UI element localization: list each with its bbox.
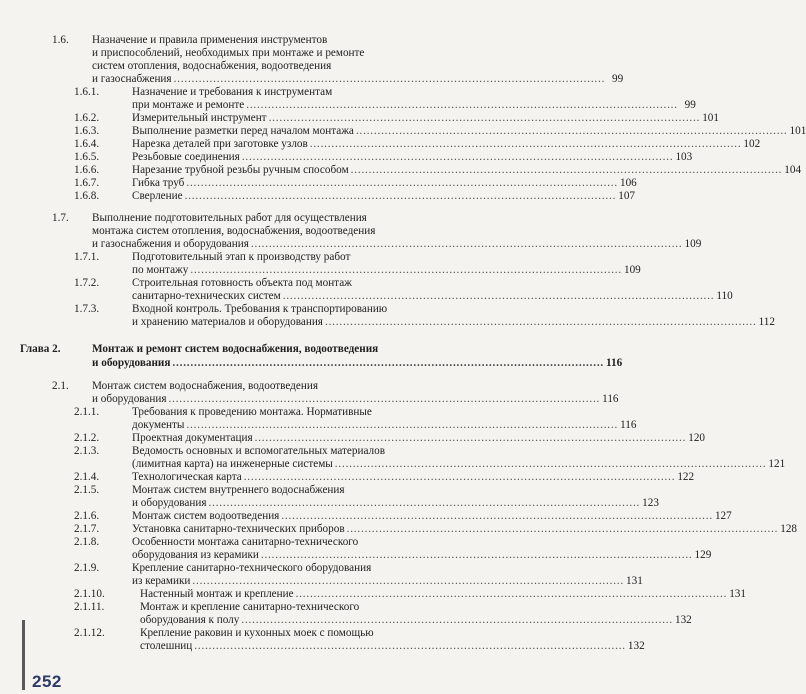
toc-line xyxy=(92,357,623,370)
toc-page-number: 131 xyxy=(729,588,746,600)
leader-dots: ........................................................................................................................ xyxy=(173,73,606,85)
toc-entry-title: Нарезание трубной резьбы ручным способом xyxy=(132,164,349,176)
toc-line xyxy=(74,536,359,549)
toc-entry-number: 2.1. xyxy=(52,380,69,392)
leader-dots: ........................................................................................................................ xyxy=(246,99,678,111)
page-number: 252 xyxy=(32,672,62,691)
toc-entry-title: Строительная готовность объекта под монтаж xyxy=(132,277,352,289)
toc-entry-title: документы xyxy=(132,419,185,431)
toc-page-number: 123 xyxy=(642,497,659,509)
toc-entry-number: 2.1.12. xyxy=(74,627,105,639)
toc-line xyxy=(74,484,345,497)
toc-line xyxy=(74,251,351,264)
toc-entry-number: 1.6.1. xyxy=(74,86,100,98)
toc-entry-number: 1.6.7. xyxy=(74,177,100,189)
toc-entry-title: и хранению материалов и оборудования xyxy=(132,316,323,328)
leader-dots: ........................................................................................................................ xyxy=(260,549,693,561)
toc-entry-title: Монтаж систем внутреннего водоснабжения xyxy=(132,484,345,496)
toc-line xyxy=(74,112,719,125)
toc-entry-number: 1.7. xyxy=(52,212,69,224)
toc-line xyxy=(92,47,364,60)
toc-line xyxy=(132,99,696,112)
toc-entry-title: систем отопления, водоснабжения, водоотведения xyxy=(92,60,332,72)
toc-page-number: 127 xyxy=(714,510,732,522)
toc-page-number: 116 xyxy=(606,357,623,369)
toc-entry-title: и оборудования xyxy=(92,357,171,369)
toc-line xyxy=(132,575,643,588)
leader-dots: ........................................................................................................................ xyxy=(346,523,779,535)
toc-entry-title: по монтажу xyxy=(132,264,189,276)
toc-entry-title: Назначение и правила применения инструментов xyxy=(92,34,328,46)
toc-line xyxy=(132,290,733,303)
toc-entry-title: Настенный монтаж и крепление xyxy=(140,588,294,600)
toc-entry-title: монтажа систем отопления, водоснабжения, водоотведения xyxy=(92,225,376,237)
toc-entry-number: 1.7.3. xyxy=(74,303,100,315)
toc-entry-title: Проектная документация xyxy=(132,432,253,444)
toc-entry-number: 1.6.5. xyxy=(74,151,100,163)
toc-entry-title: Подготовительный этап к производству работ xyxy=(132,251,351,263)
toc-entry-number: 2.1.11. xyxy=(74,601,105,613)
toc-entry-number: 1.6.6. xyxy=(74,164,100,176)
toc-entry-number: 2.1.8. xyxy=(74,536,100,548)
toc-entry-title: Монтаж систем водоотведения xyxy=(132,510,280,522)
toc-entry-number: 2.1.3. xyxy=(74,445,100,457)
toc-entry-number: 1.7.2. xyxy=(74,277,100,289)
toc-entry-title: Технологическая карта xyxy=(132,471,242,483)
toc-entry-title: оборудования к полу xyxy=(140,614,240,626)
toc-entry-number: 1.7.1. xyxy=(74,251,100,263)
toc-entry-title: и оборудования xyxy=(92,393,167,405)
toc-line xyxy=(74,303,388,316)
toc-line xyxy=(132,419,637,432)
leader-dots: ........................................................................................................................ xyxy=(254,432,687,444)
toc-line xyxy=(74,523,798,536)
toc-entry-number: 2.1.1. xyxy=(74,406,100,418)
toc-line xyxy=(52,34,328,47)
toc-page-number: 122 xyxy=(677,471,695,483)
toc-line xyxy=(74,562,372,575)
toc-entry-title: оборудования из керамики xyxy=(132,549,259,561)
toc-entry-number: 2.1.6. xyxy=(74,510,100,522)
toc-entry-number: 1.6. xyxy=(52,34,69,46)
leader-dots: ........................................................................................................................ xyxy=(355,125,788,137)
toc-line xyxy=(74,151,693,164)
toc-line xyxy=(92,393,619,406)
toc-entry-number: 1.6.2. xyxy=(74,112,100,124)
toc-page-number: 112 xyxy=(758,316,775,328)
toc-line xyxy=(74,601,360,614)
toc-page-number: 132 xyxy=(627,640,645,652)
toc-entry-title: санитарно-технических систем xyxy=(132,290,281,302)
toc-entry-title: (лимитная карта) на инженерные системы xyxy=(132,458,333,470)
leader-dots: ........................................................................................................................ xyxy=(208,497,641,509)
leader-dots: ........................................................................................................................ xyxy=(281,510,713,522)
toc-line xyxy=(52,212,367,225)
toc-page-number: 121 xyxy=(768,458,786,470)
toc-page-number: 129 xyxy=(694,549,712,561)
toc-page-number: 116 xyxy=(602,393,619,405)
toc-line xyxy=(74,471,695,484)
leader-dots: ........................................................................................................................ xyxy=(350,164,783,176)
leader-dots: ........................................................................................................................ xyxy=(309,138,742,150)
toc-page-number: 104 xyxy=(784,164,802,176)
toc-line xyxy=(74,86,333,99)
toc-entry-title: и газоснабжения xyxy=(92,73,172,85)
toc-line xyxy=(74,190,635,203)
toc-page-number: 120 xyxy=(688,432,705,444)
toc-page-number: 106 xyxy=(619,177,637,189)
toc-line xyxy=(74,125,806,138)
toc-entry-title: и газоснабжения и оборудования xyxy=(92,238,249,250)
toc-entry-title: Особенности монтажа санитарно-технического xyxy=(132,536,359,548)
leader-dots: ........................................................................................................................ xyxy=(184,190,617,202)
toc-page-number: 107 xyxy=(618,190,635,202)
toc-entry-number: 2.1.5. xyxy=(74,484,100,496)
toc-entry-number: 1.6.4. xyxy=(74,138,100,150)
toc-page-number: 99 xyxy=(684,99,696,111)
toc-entry-title: Монтаж и ремонт систем водоснабжения, водоотведения xyxy=(92,343,379,355)
toc-entry-title: Монтаж систем водоснабжения, водоотведения xyxy=(92,380,318,392)
toc-entry-title: Выполнение подготовительных работ для осуществления xyxy=(92,212,367,224)
toc-entry-number: 2.1.10. xyxy=(74,588,105,600)
toc-page-number: 128 xyxy=(780,523,798,535)
toc-entry-title: при монтаже и ремонте xyxy=(132,99,245,111)
toc-line xyxy=(20,343,379,356)
toc-page-number: 116 xyxy=(620,419,637,431)
toc-line xyxy=(140,614,692,627)
leader-dots: ........................................................................................................................ xyxy=(250,238,683,250)
toc-entry-title: Установка санитарно-технических приборов xyxy=(132,523,345,535)
toc-entry-title: Резьбовые соединения xyxy=(132,151,240,163)
toc-entry-title: Крепление санитарно-технического оборудования xyxy=(132,562,372,574)
page-edge-bar xyxy=(22,620,25,690)
toc-line xyxy=(52,380,318,393)
toc-page-number: 99 xyxy=(612,73,624,85)
toc-line xyxy=(92,60,331,73)
leader-dots: ........................................................................................................................ xyxy=(241,151,674,163)
toc-entry-number: 2.1.4. xyxy=(74,471,100,483)
toc-entry-title: Нарезка деталей при заготовке узлов xyxy=(132,138,308,150)
toc-page-number: 103 xyxy=(675,151,693,163)
toc-entry-title: Измерительный инструмент xyxy=(132,112,267,124)
toc-line xyxy=(140,640,645,653)
leader-dots: ........................................................................................................................ xyxy=(268,112,701,124)
toc-entry-number: 1.6.3. xyxy=(74,125,100,137)
toc-entry-number: Глава 2. xyxy=(20,343,61,355)
toc-entry-title: Требования к проведению монтажа. Нормативные xyxy=(132,406,372,418)
toc-page-number: 109 xyxy=(623,264,641,276)
toc-page-number: 132 xyxy=(674,614,692,626)
leader-dots: ........................................................................................................................ xyxy=(334,458,767,470)
leader-dots: ........................................................................................................................ xyxy=(282,290,715,302)
toc-entry-title: и оборудования xyxy=(132,497,207,509)
toc-line xyxy=(132,458,786,471)
toc-page-number: 101 xyxy=(789,125,806,137)
toc-line xyxy=(74,164,802,177)
toc-entry-title: Входной контроль. Требования к транспортированию xyxy=(132,303,388,315)
leader-dots: ........................................................................................................................ xyxy=(168,393,601,405)
toc-line xyxy=(74,510,732,523)
toc-page-number: 110 xyxy=(716,290,733,302)
toc-entry-title: Сверление xyxy=(132,190,183,202)
toc-page-number: 109 xyxy=(684,238,702,250)
toc-entry-title: Монтаж и крепление санитарно-технического xyxy=(140,601,360,613)
toc-line xyxy=(132,497,659,510)
leader-dots: ........................................................................................................................ xyxy=(194,640,626,652)
toc-entry-title: Крепление раковин и кухонных моек с помощью xyxy=(140,627,374,639)
toc-line xyxy=(74,406,372,419)
leader-dots: ........................................................................................................................ xyxy=(295,588,728,600)
leader-dots: ........................................................................................................................ xyxy=(243,471,676,483)
toc-line xyxy=(74,432,705,445)
leader-dots: ........................................................................................................................ xyxy=(186,177,618,189)
leader-dots: ........................................................................................................................ xyxy=(186,419,619,431)
toc-line xyxy=(132,264,641,277)
toc-entry-title: столешниц xyxy=(140,640,193,652)
leader-dots: ........................................................................................................................ xyxy=(190,264,622,276)
toc-line xyxy=(74,627,374,640)
toc-line xyxy=(74,177,637,190)
toc-page-number: 131 xyxy=(626,575,643,587)
toc-page-number: 101 xyxy=(702,112,719,124)
toc-line xyxy=(132,316,775,329)
toc-entry-title: Назначение и требования к инструментам xyxy=(132,86,333,98)
leader-dots: ........................................................................................................................ xyxy=(324,316,757,328)
toc-line xyxy=(74,138,761,151)
toc-line xyxy=(92,225,375,238)
toc-line xyxy=(74,277,352,290)
toc-entry-number: 2.1.9. xyxy=(74,562,100,574)
leader-dots: ........................................................................................................................ xyxy=(192,575,624,587)
toc-entry-title: и приспособлений, необходимых при монтаже и ремонте xyxy=(92,47,365,59)
toc-entry-title: Гибка труб xyxy=(132,177,185,189)
toc-line xyxy=(92,73,624,86)
toc-entry-title: Выполнение разметки перед началом монтажа xyxy=(132,125,354,137)
toc-entry-title: из керамики xyxy=(132,575,191,587)
toc-line xyxy=(74,588,746,601)
toc-page-number: 102 xyxy=(743,138,761,150)
toc-line xyxy=(132,549,712,562)
toc-line xyxy=(74,445,385,458)
toc-entry-title: Ведомость основных и вспомогательных материалов xyxy=(132,445,385,457)
leader-dots: ........................................................................................................................ xyxy=(172,357,605,369)
toc-line xyxy=(92,238,702,251)
toc-entry-number: 2.1.2. xyxy=(74,432,100,444)
toc-entry-number: 2.1.7. xyxy=(74,523,100,535)
leader-dots: ........................................................................................................................ xyxy=(241,614,673,626)
toc-entry-number: 1.6.8. xyxy=(74,190,100,202)
